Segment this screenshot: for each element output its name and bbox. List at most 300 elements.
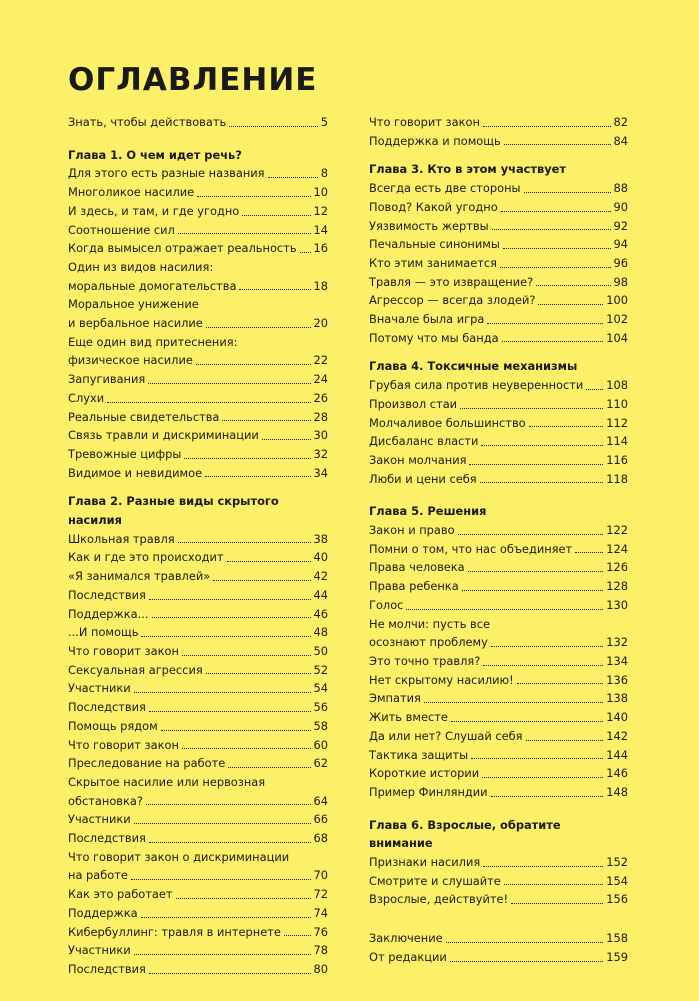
- dot-leader: [483, 866, 603, 867]
- chapter-heading: Глава 5. Решения: [369, 504, 487, 519]
- toc-entry[interactable]: [68, 717, 328, 736]
- entry-page: 156: [606, 892, 628, 907]
- dot-leader: [504, 144, 611, 145]
- entry-page: 28: [313, 409, 328, 424]
- entry-title: обстановка?: [68, 793, 143, 808]
- entry-title: Что говорит закон: [369, 115, 480, 129]
- entry-page: 144: [606, 747, 628, 762]
- entry-title-line: Моральное унижение: [68, 297, 199, 312]
- entry-title: Сексуальная агрессия: [68, 662, 203, 677]
- entry-title-line: Еще один вид притеснения:: [68, 334, 238, 349]
- toc-entry[interactable]: [68, 941, 328, 960]
- entry-page: 24: [313, 372, 328, 387]
- entry-title: Последствия: [68, 831, 146, 846]
- entry-title: Жить вместе: [369, 710, 448, 725]
- entry-title: Поддержка и помощь: [369, 133, 501, 148]
- entry-page: 76: [313, 924, 328, 939]
- entry-page: 90: [613, 199, 628, 214]
- entry-page: 118: [606, 471, 628, 486]
- dot-leader: [501, 211, 611, 212]
- dot-leader: [206, 673, 311, 674]
- entry-title: Помощь рядом: [68, 718, 158, 733]
- chapter-4-list: [369, 376, 628, 488]
- entry-title: Участники: [68, 812, 131, 827]
- toc-entry[interactable]: [68, 698, 328, 717]
- entry-title: «Я занимался травлей»: [68, 569, 211, 584]
- entry-title: Смотрите и слушайте: [369, 873, 501, 888]
- entry-title: ...И помощь: [68, 625, 139, 640]
- entry-title: Повод? Какой угодно: [369, 199, 498, 214]
- entry-page: 154: [606, 873, 628, 888]
- page-title: ОГЛАВЛЕНИЕ: [68, 62, 318, 98]
- toc-entry[interactable]: [68, 829, 328, 848]
- toc-entry[interactable]: [68, 426, 328, 445]
- entry-title: Права ребенка: [369, 579, 459, 594]
- entry-title: Травля — это извращение?: [369, 274, 534, 289]
- entry-title: Кибербуллинг: травля в интернете: [68, 924, 281, 939]
- toc-left-column: [68, 113, 328, 979]
- toc-entry[interactable]: [68, 221, 328, 240]
- closing-sections-list: [369, 929, 628, 966]
- toc-entry[interactable]: [369, 708, 628, 727]
- entry-title: Последствия: [68, 700, 146, 715]
- toc-entry[interactable]: [68, 810, 328, 829]
- entry-page: 16: [313, 241, 328, 256]
- toc-entry[interactable]: [68, 605, 328, 624]
- entry-title: Как и где это происходит: [68, 550, 224, 565]
- toc-entry[interactable]: [68, 754, 328, 773]
- dot-leader: [141, 917, 311, 918]
- toc-entry[interactable]: [68, 642, 328, 661]
- entry-title: Что говорит закон: [68, 737, 179, 752]
- dot-leader: [491, 796, 604, 797]
- entry-page: 124: [606, 541, 628, 556]
- toc-entry[interactable]: [68, 567, 328, 586]
- chapter-2-continued-list: [369, 113, 628, 150]
- chapter-heading: Глава 1. О чем идет речь?: [68, 147, 242, 162]
- toc-entry[interactable]: [369, 451, 628, 470]
- dot-leader: [222, 420, 310, 421]
- entry-title: Для этого есть разные названия: [68, 166, 265, 181]
- entry-page: 60: [313, 737, 328, 752]
- dot-leader: [538, 304, 603, 305]
- dot-leader: [500, 267, 610, 268]
- toc-entry[interactable]: [369, 235, 628, 254]
- entry-page: 126: [606, 560, 628, 575]
- entry-title: Голос: [369, 597, 404, 612]
- entry-page: 130: [606, 597, 628, 612]
- entry-title: Соотношение сил: [68, 222, 175, 237]
- toc-entry[interactable]: [68, 464, 328, 483]
- dot-leader: [141, 636, 310, 637]
- entry-title: физическое насилие: [68, 353, 193, 368]
- entry-page: 78: [313, 943, 328, 958]
- entry-page: 8: [320, 166, 328, 181]
- chapter-heading: Глава 4. Токсичные механизмы: [369, 359, 578, 374]
- entry-page: 88: [613, 181, 628, 196]
- toc-entry[interactable]: [68, 389, 328, 408]
- entry-page: 10: [313, 185, 328, 200]
- entry-title: Эмпатия: [369, 691, 421, 706]
- toc-entry[interactable]: [369, 577, 628, 596]
- entry-title: Последствия: [68, 587, 146, 602]
- entry-page: 72: [313, 887, 328, 902]
- toc-entry[interactable]: [369, 727, 628, 746]
- entry-title: Поддержка: [68, 905, 138, 920]
- dot-leader: [227, 561, 311, 562]
- dot-leader: [424, 702, 603, 703]
- dot-leader: [524, 192, 611, 193]
- entry-page: 159: [606, 949, 628, 964]
- entry-page: 136: [606, 672, 628, 687]
- entry-title: Преследование на работе: [68, 756, 226, 771]
- toc-entry[interactable]: [68, 586, 328, 605]
- dot-leader: [161, 730, 311, 731]
- dot-leader: [184, 458, 310, 459]
- entry-page: 34: [313, 465, 328, 480]
- toc-entry[interactable]: [369, 470, 628, 489]
- toc-entry[interactable]: [369, 671, 628, 690]
- toc-entry[interactable]: [369, 310, 628, 329]
- entry-title: Нет скрытому насилию!: [369, 672, 514, 687]
- toc-entry[interactable]: [369, 414, 628, 433]
- entry-page: 134: [606, 653, 628, 668]
- dot-leader: [178, 542, 311, 543]
- chapter-2-list: [68, 530, 328, 979]
- entry-title: на работе: [68, 868, 128, 883]
- entry-title: Что говорит закон: [68, 643, 179, 658]
- entry-page: 102: [606, 312, 628, 327]
- entry-title-line: Скрытое насилие или нервозная: [68, 774, 266, 789]
- entry-title: и вербальное насилие: [68, 316, 203, 331]
- toc-entry[interactable]: [68, 314, 328, 333]
- entry-title: Видимое и невидимое: [68, 465, 203, 480]
- toc-entry[interactable]: [369, 689, 628, 708]
- dot-leader: [206, 327, 311, 328]
- chapter-heading: Глава 2. Разные виды скрытого насилия: [68, 494, 279, 528]
- toc-entry-intro[interactable]: [68, 113, 328, 132]
- dot-leader: [491, 646, 603, 647]
- dot-leader: [462, 590, 604, 591]
- dot-leader: [471, 758, 603, 759]
- toc-entry[interactable]: [369, 596, 628, 615]
- dot-leader: [239, 289, 310, 290]
- entry-page: 148: [606, 784, 628, 799]
- dot-leader: [134, 823, 311, 824]
- entry-title: Закон и право: [369, 523, 455, 538]
- entry-title: Вначале была игра: [369, 312, 485, 327]
- entry-page: 22: [313, 353, 328, 368]
- chapter-heading: Глава 3. Кто в этом участвует: [369, 162, 566, 177]
- entry-page: 92: [613, 218, 628, 233]
- toc-entry[interactable]: [369, 540, 628, 559]
- toc-entry[interactable]: [369, 113, 628, 132]
- entry-page: 80: [313, 961, 328, 976]
- toc-entry[interactable]: [369, 179, 628, 198]
- entry-title: Участники: [68, 681, 131, 696]
- entry-page: 116: [606, 452, 628, 467]
- entry-page: 128: [606, 579, 628, 594]
- dot-leader: [205, 476, 310, 477]
- dot-leader: [149, 711, 311, 712]
- toc-entry[interactable]: [68, 866, 328, 885]
- toc-entry[interactable]: [369, 872, 628, 891]
- entry-page: 94: [613, 237, 628, 252]
- entry-page: 158: [606, 931, 628, 946]
- entry-page: 140: [606, 710, 628, 725]
- dot-leader: [178, 233, 311, 234]
- toc-entry[interactable]: [369, 652, 628, 671]
- dot-leader: [529, 426, 604, 427]
- toc-entry[interactable]: [369, 929, 628, 948]
- entry-title: Дисбаланс власти: [369, 434, 479, 449]
- entry-page: 52: [313, 662, 328, 677]
- entry-title: осознают проблему: [369, 635, 488, 650]
- entry-page: 108: [606, 378, 628, 393]
- toc-entry[interactable]: [68, 164, 328, 183]
- entry-page: 18: [313, 278, 328, 293]
- chapter-1-list: [68, 164, 328, 482]
- dot-leader: [213, 580, 310, 581]
- chapter-heading: Глава 6. Взрослые, обратите внимание: [369, 817, 561, 851]
- entry-title: Многоликое насилие: [68, 185, 195, 200]
- dot-leader: [149, 973, 311, 974]
- entry-page: 38: [313, 531, 328, 546]
- dot-leader: [229, 126, 318, 127]
- entry-title: Участники: [68, 943, 131, 958]
- dot-leader: [468, 571, 604, 572]
- entry-page: 96: [613, 255, 628, 270]
- entry-page: 84: [613, 133, 628, 148]
- entry-title: Последствия: [68, 961, 146, 976]
- entry-page: 20: [313, 316, 328, 331]
- entry-title: Печальные синонимы: [369, 237, 500, 252]
- dot-leader: [504, 884, 603, 885]
- entry-title-line: Не молчи: пусть все: [369, 616, 491, 631]
- entry-title: Пример Финляндии: [369, 784, 488, 799]
- entry-page: 66: [313, 812, 328, 827]
- chapter-3-list: [369, 179, 628, 347]
- dot-leader: [575, 552, 603, 553]
- dot-leader: [284, 935, 311, 936]
- dot-leader: [197, 196, 310, 197]
- toc-entry[interactable]: [68, 548, 328, 567]
- dot-leader: [482, 777, 603, 778]
- entry-title: Слухи: [68, 390, 105, 405]
- dot-leader: [134, 954, 311, 955]
- dot-leader: [586, 389, 603, 390]
- toc-entry[interactable]: [68, 661, 328, 680]
- entry-title: Агрессор — всегда злодей?: [369, 293, 536, 308]
- dot-leader: [450, 961, 603, 962]
- toc-entry[interactable]: [369, 746, 628, 765]
- toc-entry[interactable]: [369, 198, 628, 217]
- dot-leader: [502, 341, 604, 342]
- entry-title: Тактика защиты: [369, 747, 469, 762]
- toc-entry[interactable]: [68, 530, 328, 549]
- entry-page: 32: [313, 446, 328, 461]
- toc-entry[interactable]: [369, 395, 628, 414]
- entry-title: Как это работает: [68, 887, 173, 902]
- entry-title: Знать, чтобы действовать: [68, 115, 227, 129]
- entry-title: Потому что мы банда: [369, 330, 499, 345]
- entry-title: Кто этим занимается: [369, 255, 498, 270]
- toc-entry[interactable]: [68, 885, 328, 904]
- entry-page: 64: [313, 793, 328, 808]
- dot-leader: [149, 599, 311, 600]
- entry-title: Поддержка...: [68, 606, 149, 621]
- entry-page: 68: [313, 831, 328, 846]
- entry-title: Признаки насилия: [369, 855, 481, 870]
- dot-leader: [148, 383, 310, 384]
- toc-entry[interactable]: [68, 960, 328, 979]
- dot-leader: [406, 609, 603, 610]
- entry-page: 5: [320, 115, 328, 129]
- entry-title: Школьная травля: [68, 531, 175, 546]
- entry-page: 122: [606, 523, 628, 538]
- entry-page: 100: [606, 293, 628, 308]
- toc-entry[interactable]: [68, 736, 328, 755]
- entry-title: И здесь, и там, и где угодно: [68, 203, 240, 218]
- entry-page: 26: [313, 390, 328, 405]
- entry-title: Связь травли и дискриминации: [68, 428, 259, 443]
- dot-leader: [149, 842, 311, 843]
- entry-page: 152: [606, 855, 628, 870]
- toc-entry[interactable]: [68, 277, 328, 296]
- dot-leader: [196, 364, 311, 365]
- toc-entry[interactable]: [369, 783, 628, 802]
- dot-leader: [469, 464, 603, 465]
- toc-entry[interactable]: [68, 623, 328, 642]
- entry-title: Закон молчания: [369, 452, 467, 467]
- dot-leader: [446, 942, 604, 943]
- chapter-6-list: [369, 853, 628, 909]
- entry-page: 146: [606, 766, 628, 781]
- dot-leader: [262, 439, 311, 440]
- toc-entry[interactable]: [369, 432, 628, 451]
- entry-page: 12: [313, 203, 328, 218]
- toc-entry[interactable]: [68, 923, 328, 942]
- entry-title: Грубая сила против неуверенности: [369, 378, 584, 393]
- dot-leader: [242, 215, 310, 216]
- dot-leader: [268, 177, 318, 178]
- dot-leader: [487, 323, 603, 324]
- toc-entry[interactable]: [369, 329, 628, 348]
- toc-entry[interactable]: [369, 291, 628, 310]
- toc-entry[interactable]: [369, 853, 628, 872]
- entry-title: Реальные свидетельства: [68, 409, 220, 424]
- entry-page: 42: [313, 569, 328, 584]
- entry-title: Молчаливое большинство: [369, 415, 526, 430]
- dot-leader: [480, 482, 604, 483]
- toc-right-column: [369, 113, 628, 967]
- toc-entry[interactable]: [68, 370, 328, 389]
- entry-title: Это точно травля?: [369, 653, 481, 668]
- entry-page: 70: [313, 868, 328, 883]
- dot-leader: [176, 898, 311, 899]
- dot-leader: [131, 879, 311, 880]
- entry-page: 62: [313, 756, 328, 771]
- entry-title: Запугивания: [68, 372, 146, 387]
- dot-leader: [492, 229, 611, 230]
- toc-entry[interactable]: [369, 890, 628, 909]
- toc-entry[interactable]: [369, 633, 628, 652]
- entry-page: 74: [313, 905, 328, 920]
- entry-page: 48: [313, 625, 328, 640]
- toc-entry[interactable]: [369, 948, 628, 967]
- entry-title: Короткие истории: [369, 766, 480, 781]
- dot-leader: [107, 402, 310, 403]
- dot-leader: [182, 655, 311, 656]
- entry-page: 54: [313, 681, 328, 696]
- entry-title: Помни о том, что нас объединяет: [369, 541, 573, 556]
- entry-page: 114: [606, 434, 628, 449]
- entry-title: моральные домогательства: [68, 278, 237, 293]
- toc-entry[interactable]: [369, 558, 628, 577]
- entry-title: От редакции: [369, 949, 447, 964]
- toc-entry[interactable]: [369, 521, 628, 540]
- entry-page: 50: [313, 643, 328, 658]
- dot-leader: [152, 617, 311, 618]
- toc-entry[interactable]: [68, 904, 328, 923]
- entry-title: Когда вымысел отражает реальность: [68, 241, 297, 256]
- toc-entry[interactable]: [68, 183, 328, 202]
- entry-page: 142: [606, 728, 628, 743]
- entry-title-line: Один из видов насилия:: [68, 259, 214, 274]
- toc-entry[interactable]: [369, 273, 628, 292]
- entry-page: 104: [606, 330, 628, 345]
- toc-entry[interactable]: [68, 792, 328, 811]
- toc-entry[interactable]: [68, 239, 328, 258]
- dot-leader: [517, 683, 604, 684]
- dot-leader: [134, 692, 311, 693]
- dot-leader: [146, 804, 311, 805]
- entry-page: 98: [613, 274, 628, 289]
- entry-title: Тревожные цифры: [68, 446, 182, 461]
- toc-entry[interactable]: [68, 351, 328, 370]
- entry-title: Да или нет? Слушай себя: [369, 728, 523, 743]
- entry-page: 44: [313, 587, 328, 602]
- entry-page: 58: [313, 718, 328, 733]
- entry-page: 82: [613, 115, 628, 129]
- entry-page: 56: [313, 700, 328, 715]
- entry-title-line: Что говорит закон о дискриминации: [68, 849, 290, 864]
- toc-entry[interactable]: [68, 445, 328, 464]
- chapter-5-list: [369, 521, 628, 802]
- entry-page: 132: [606, 635, 628, 650]
- entry-title: Всегда есть две стороны: [369, 181, 521, 196]
- toc-entry[interactable]: [369, 376, 628, 395]
- dot-leader: [228, 767, 310, 768]
- toc-entry[interactable]: [68, 408, 328, 427]
- toc-entry[interactable]: [369, 254, 628, 273]
- toc-entry[interactable]: [68, 679, 328, 698]
- entry-title: Произвол стаи: [369, 396, 458, 411]
- dot-leader: [503, 248, 611, 249]
- dot-leader: [458, 534, 604, 535]
- entry-page: 112: [606, 415, 628, 430]
- dot-leader: [526, 740, 604, 741]
- dot-leader: [511, 903, 603, 904]
- dot-leader: [483, 665, 603, 666]
- entry-title: Взрослые, действуйте!: [369, 892, 509, 907]
- dot-leader: [460, 408, 603, 409]
- toc-entry[interactable]: [68, 202, 328, 221]
- toc-entry[interactable]: [369, 132, 628, 151]
- toc-entry[interactable]: [369, 764, 628, 783]
- entry-page: 40: [313, 550, 328, 565]
- toc-entry[interactable]: [369, 217, 628, 236]
